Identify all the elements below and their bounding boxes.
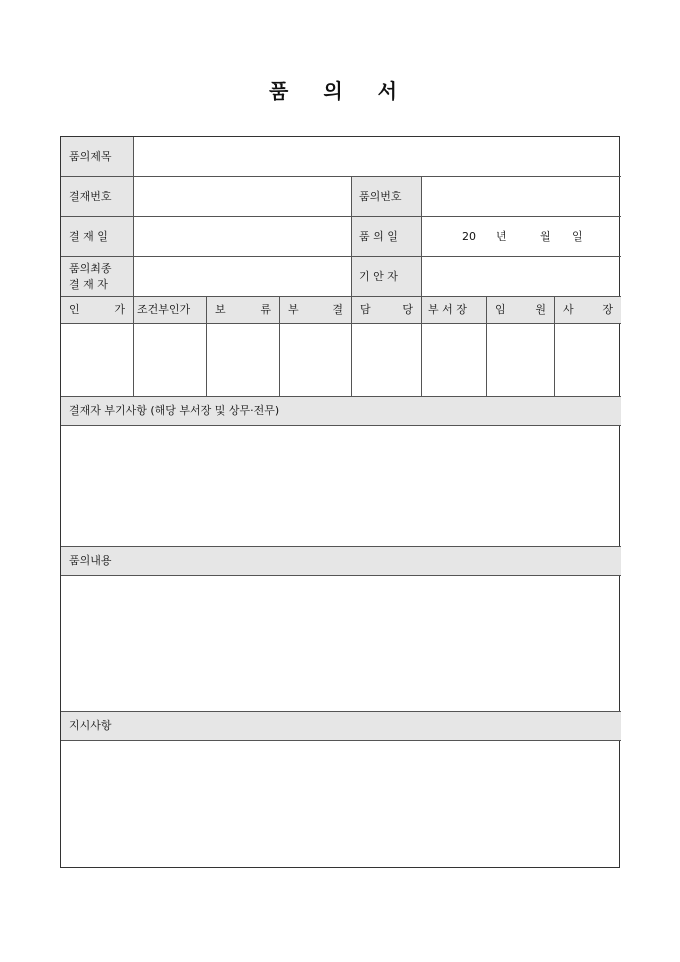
- col-reject: 부 결: [288, 303, 343, 316]
- request-no-field[interactable]: [422, 177, 621, 216]
- approval-date-field[interactable]: [134, 217, 351, 256]
- instructions-body[interactable]: [61, 741, 621, 867]
- final-approver-label-line1: 품의최종: [69, 261, 112, 275]
- date-prefix: 20: [462, 229, 476, 243]
- date-month-unit: 월: [540, 229, 551, 243]
- col-staff: 담 당: [360, 303, 413, 316]
- final-approver-label: [61, 257, 133, 296]
- final-approver-field[interactable]: [134, 257, 351, 296]
- sign-box-president[interactable]: [555, 324, 621, 396]
- approval-form: [60, 136, 620, 868]
- approval-no-label: 결재번호: [69, 189, 112, 203]
- sign-box-conditional[interactable]: [134, 324, 206, 396]
- col-conditional-approve: 조건부인가: [137, 303, 191, 316]
- drafter-label: 기 안 자: [359, 269, 398, 283]
- sign-box-approve[interactable]: [61, 324, 133, 396]
- subject-label: 품의제목: [69, 149, 112, 163]
- approval-date-label: 결 재 일: [69, 229, 108, 243]
- instructions-header: 지시사항: [69, 719, 112, 732]
- sign-box-dept-head[interactable]: [422, 324, 486, 396]
- date-day-unit: 일: [572, 229, 583, 243]
- request-date-field[interactable]: [422, 217, 621, 256]
- sign-box-reject[interactable]: [280, 324, 351, 396]
- col-dept-head: 부 서 장: [428, 303, 467, 316]
- sign-box-executive[interactable]: [487, 324, 554, 396]
- col-executive: 임 원: [495, 303, 546, 316]
- approver-notes-body[interactable]: [61, 426, 621, 546]
- date-year-unit: 년: [496, 229, 507, 243]
- final-approver-label-line2: 결 재 자: [69, 277, 108, 291]
- page-title: 품 의 서: [269, 79, 411, 103]
- approver-notes-header: 결재자 부기사항 (해당 부서장 및 상무·전무): [69, 404, 280, 417]
- sign-box-staff[interactable]: [352, 324, 421, 396]
- sign-box-hold[interactable]: [207, 324, 279, 396]
- drafter-field[interactable]: [422, 257, 621, 296]
- request-content-body[interactable]: [61, 576, 621, 711]
- approval-no-field[interactable]: [134, 177, 351, 216]
- subject-field[interactable]: [134, 137, 621, 176]
- col-hold: 보 류: [215, 303, 271, 316]
- col-president: 사 장: [563, 303, 613, 316]
- request-date-label: 품 의 일: [359, 229, 398, 243]
- col-approve: 인 가: [69, 303, 125, 316]
- request-no-label: 품의번호: [359, 189, 402, 203]
- request-content-header: 품의내용: [69, 554, 112, 567]
